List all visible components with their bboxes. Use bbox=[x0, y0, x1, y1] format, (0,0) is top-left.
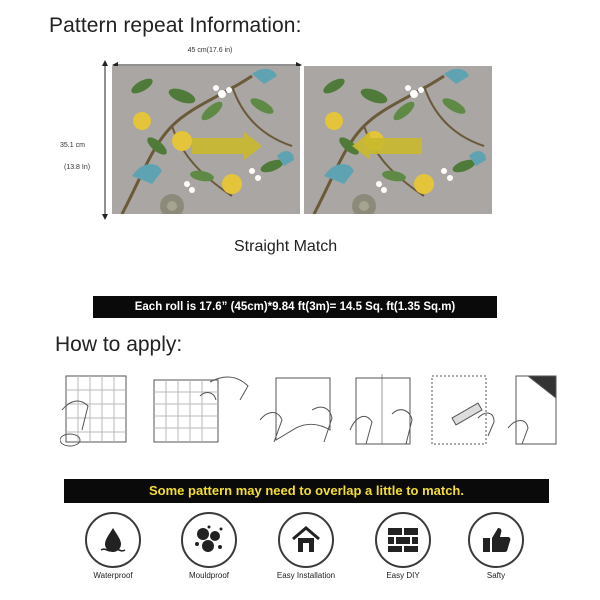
how-to-apply-title: How to apply: bbox=[55, 333, 183, 356]
house-icon bbox=[278, 512, 334, 568]
overlap-note-banner: Some pattern may need to overlap a little to match. bbox=[64, 479, 549, 503]
step-2-measure bbox=[154, 377, 248, 442]
width-label: 45 cm(17.6 in) bbox=[187, 47, 233, 54]
feature-label: Mouldproof bbox=[188, 571, 230, 580]
pattern-panel-left bbox=[112, 66, 300, 214]
feature-label: Waterproof bbox=[93, 571, 133, 580]
pattern-panel-right bbox=[304, 66, 492, 214]
water-drop-icon bbox=[85, 512, 141, 568]
page-title: Pattern repeat Information: bbox=[49, 14, 302, 37]
feature-label: Easy DIY bbox=[386, 571, 420, 580]
height-dimension-arrow bbox=[100, 60, 110, 220]
step-1-unroll bbox=[60, 376, 126, 446]
application-steps-illustration bbox=[60, 370, 558, 448]
step-4-apply bbox=[350, 374, 412, 444]
step-6-trim bbox=[508, 376, 556, 444]
feature-safety bbox=[451, 512, 541, 580]
feature-easy-installation bbox=[261, 512, 351, 580]
roll-info-banner: Each roll is 17.6” (45cm)*9.84 ft(3m)= 14.5 Sq. ft(1.35 Sq.m) bbox=[93, 296, 497, 318]
straight-match-label: Straight Match bbox=[234, 238, 338, 255]
mould-icon bbox=[181, 512, 237, 568]
brick-wall-icon bbox=[375, 512, 431, 568]
step-3-peel bbox=[260, 378, 332, 442]
feature-label: Safty bbox=[486, 571, 506, 580]
pattern-illustration bbox=[112, 66, 300, 214]
feature-mouldproof bbox=[164, 512, 254, 580]
feature-label: Easy Installation bbox=[276, 571, 336, 580]
pattern-illustration bbox=[304, 66, 492, 214]
step-5-smooth bbox=[432, 376, 494, 444]
feature-easy-diy bbox=[358, 512, 448, 580]
height-label-cm: 35.1 cm bbox=[60, 142, 85, 149]
height-label-in: (13.8 In) bbox=[64, 164, 91, 171]
thumbs-up-icon bbox=[468, 512, 524, 568]
feature-waterproof bbox=[68, 512, 158, 580]
